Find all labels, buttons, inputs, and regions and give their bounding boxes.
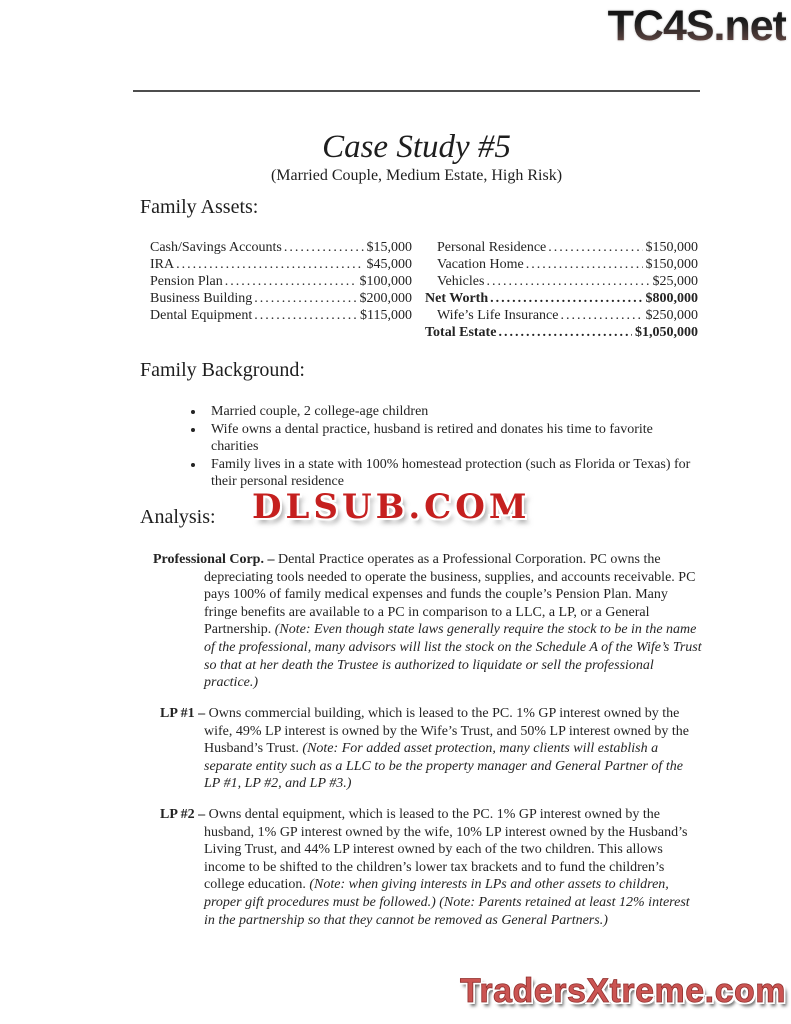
assets-left-column [150, 239, 412, 324]
analysis-item-professional-corp [153, 551, 704, 692]
asset-label: Dental Equipment [150, 308, 253, 323]
asset-label: Vacation Home [437, 257, 524, 272]
bullet-item: • Family lives in a state with 100% homestead protection (such as Florida or Texas) for their personal residence [205, 456, 697, 491]
asset-label: Personal Residence [437, 240, 547, 255]
dot-leader [496, 324, 632, 341]
page-title: Case Study #5 [322, 129, 511, 165]
analysis-item-lp1 [160, 705, 701, 793]
tc4s-logo: TC4S.net [607, 2, 786, 50]
table-row [150, 239, 412, 256]
dot-leader [223, 273, 357, 290]
analysis-item-label: LP #1 – [160, 706, 206, 721]
analysis-item-lp2 [160, 806, 701, 929]
table-row [425, 256, 698, 273]
dot-leader [488, 290, 642, 307]
analysis-item-text: Owns commercial building, which is leased to the PC. 1% GP interest owned by the wife, 49% LP interest is owned by the Wife’s Trust, and 50% LP interest owned by the Husband’s Trust. [204, 706, 689, 757]
asset-label: Vehicles [437, 274, 485, 289]
assets-right-column [425, 239, 698, 341]
asset-label: Wife’s Life Insurance [437, 308, 559, 323]
family-assets-heading: Family Assets: [140, 196, 259, 218]
bullet-item: • Wife owns a dental practice, husband is retired and donates his time to favorite charities [205, 421, 697, 456]
asset-label: Total Estate [425, 325, 497, 340]
asset-value: $250,000 [645, 308, 698, 323]
analysis-item-note: (Note: when giving interests in LPs and other assets to children, proper gift procedures must be followed.) (Note: Parents retained at least 12% interest in the partnership so that they cannot be removed as General Partners.) [204, 877, 690, 928]
tradersxtreme-logo: TradersXtreme.com [460, 972, 786, 1010]
dlsub-watermark: DLSUB.COM [252, 487, 531, 527]
family-background-heading: Family Background: [140, 359, 305, 381]
dot-leader [524, 256, 643, 273]
asset-label: IRA [150, 257, 175, 272]
analysis-item-note: (Note: Even though state laws generally require the stock to be in the name of the professional, many advisors will list the stock on the Schedule A of the Wife’s Trust so that at her death the Trustee is authorized to liquidate or sell the professional practice.) [204, 622, 702, 691]
analysis-item-text: Owns dental equipment, which is leased to the PC. 1% GP interest owned by the husband, 1% GP interest owned by the wife, 10% LP interest owned by the Husband’s Living Trust, and 44% LP interest owned by each of the two children. This allows income to be shifted to the children’s lower tax brackets and to fund the children’s college education. [204, 807, 688, 893]
dot-leader [484, 273, 649, 290]
dot-leader [252, 307, 357, 324]
asset-value: $15,000 [366, 240, 412, 255]
dot-leader [546, 239, 642, 256]
dot-leader [252, 290, 356, 307]
background-bullet-list [181, 403, 697, 491]
asset-value: $800,000 [645, 291, 698, 306]
analysis-item-note: (Note: For added asset protection, many clients will establish a separate entity such as a LLC to be the property manager and General Partner of the LP #1, LP #2, and LP #3.) [204, 741, 683, 792]
asset-value: $25,000 [652, 274, 698, 289]
table-row [150, 290, 412, 307]
table-row-net-worth [425, 290, 698, 307]
asset-label: Business Building [150, 291, 253, 306]
table-row [425, 273, 698, 290]
asset-value: $150,000 [645, 257, 698, 272]
header-rule [133, 90, 700, 92]
table-row [150, 256, 412, 273]
title-block [133, 129, 700, 185]
bullet-item: • Married couple, 2 college-age children [205, 403, 697, 421]
dot-leader [559, 307, 643, 324]
table-row [150, 273, 412, 290]
asset-value: $100,000 [359, 274, 412, 289]
dot-leader [282, 239, 364, 256]
asset-value: $1,050,000 [635, 325, 698, 340]
table-row [425, 307, 698, 324]
analysis-item-label: Professional Corp. – [153, 552, 275, 567]
asset-label: Cash/Savings Accounts [150, 240, 282, 255]
analysis-heading: Analysis: [140, 506, 216, 528]
table-row [150, 307, 412, 324]
dot-leader [174, 256, 363, 273]
page-subtitle: (Married Couple, Medium Estate, High Risk) [270, 167, 563, 184]
asset-value: $200,000 [359, 291, 412, 306]
asset-value: $150,000 [645, 240, 698, 255]
analysis-item-label: LP #2 – [160, 807, 206, 822]
analysis-item-text: Dental Practice operates as a Professional Corporation. PC owns the depreciating tools needed to operate the business, supplies, and accounts receivable. PC pays 100% of family medical expenses and funds the couple’s Pension Plan. Many fringe benefits are available to a PC in comparison to a LLC, a LP, or a General Partnership. [204, 552, 696, 638]
asset-value: $45,000 [366, 257, 412, 272]
asset-label: Pension Plan [150, 274, 223, 289]
table-row-total-estate [425, 324, 698, 341]
table-row [425, 239, 698, 256]
asset-label: Net Worth [425, 291, 489, 306]
asset-value: $115,000 [360, 308, 412, 323]
